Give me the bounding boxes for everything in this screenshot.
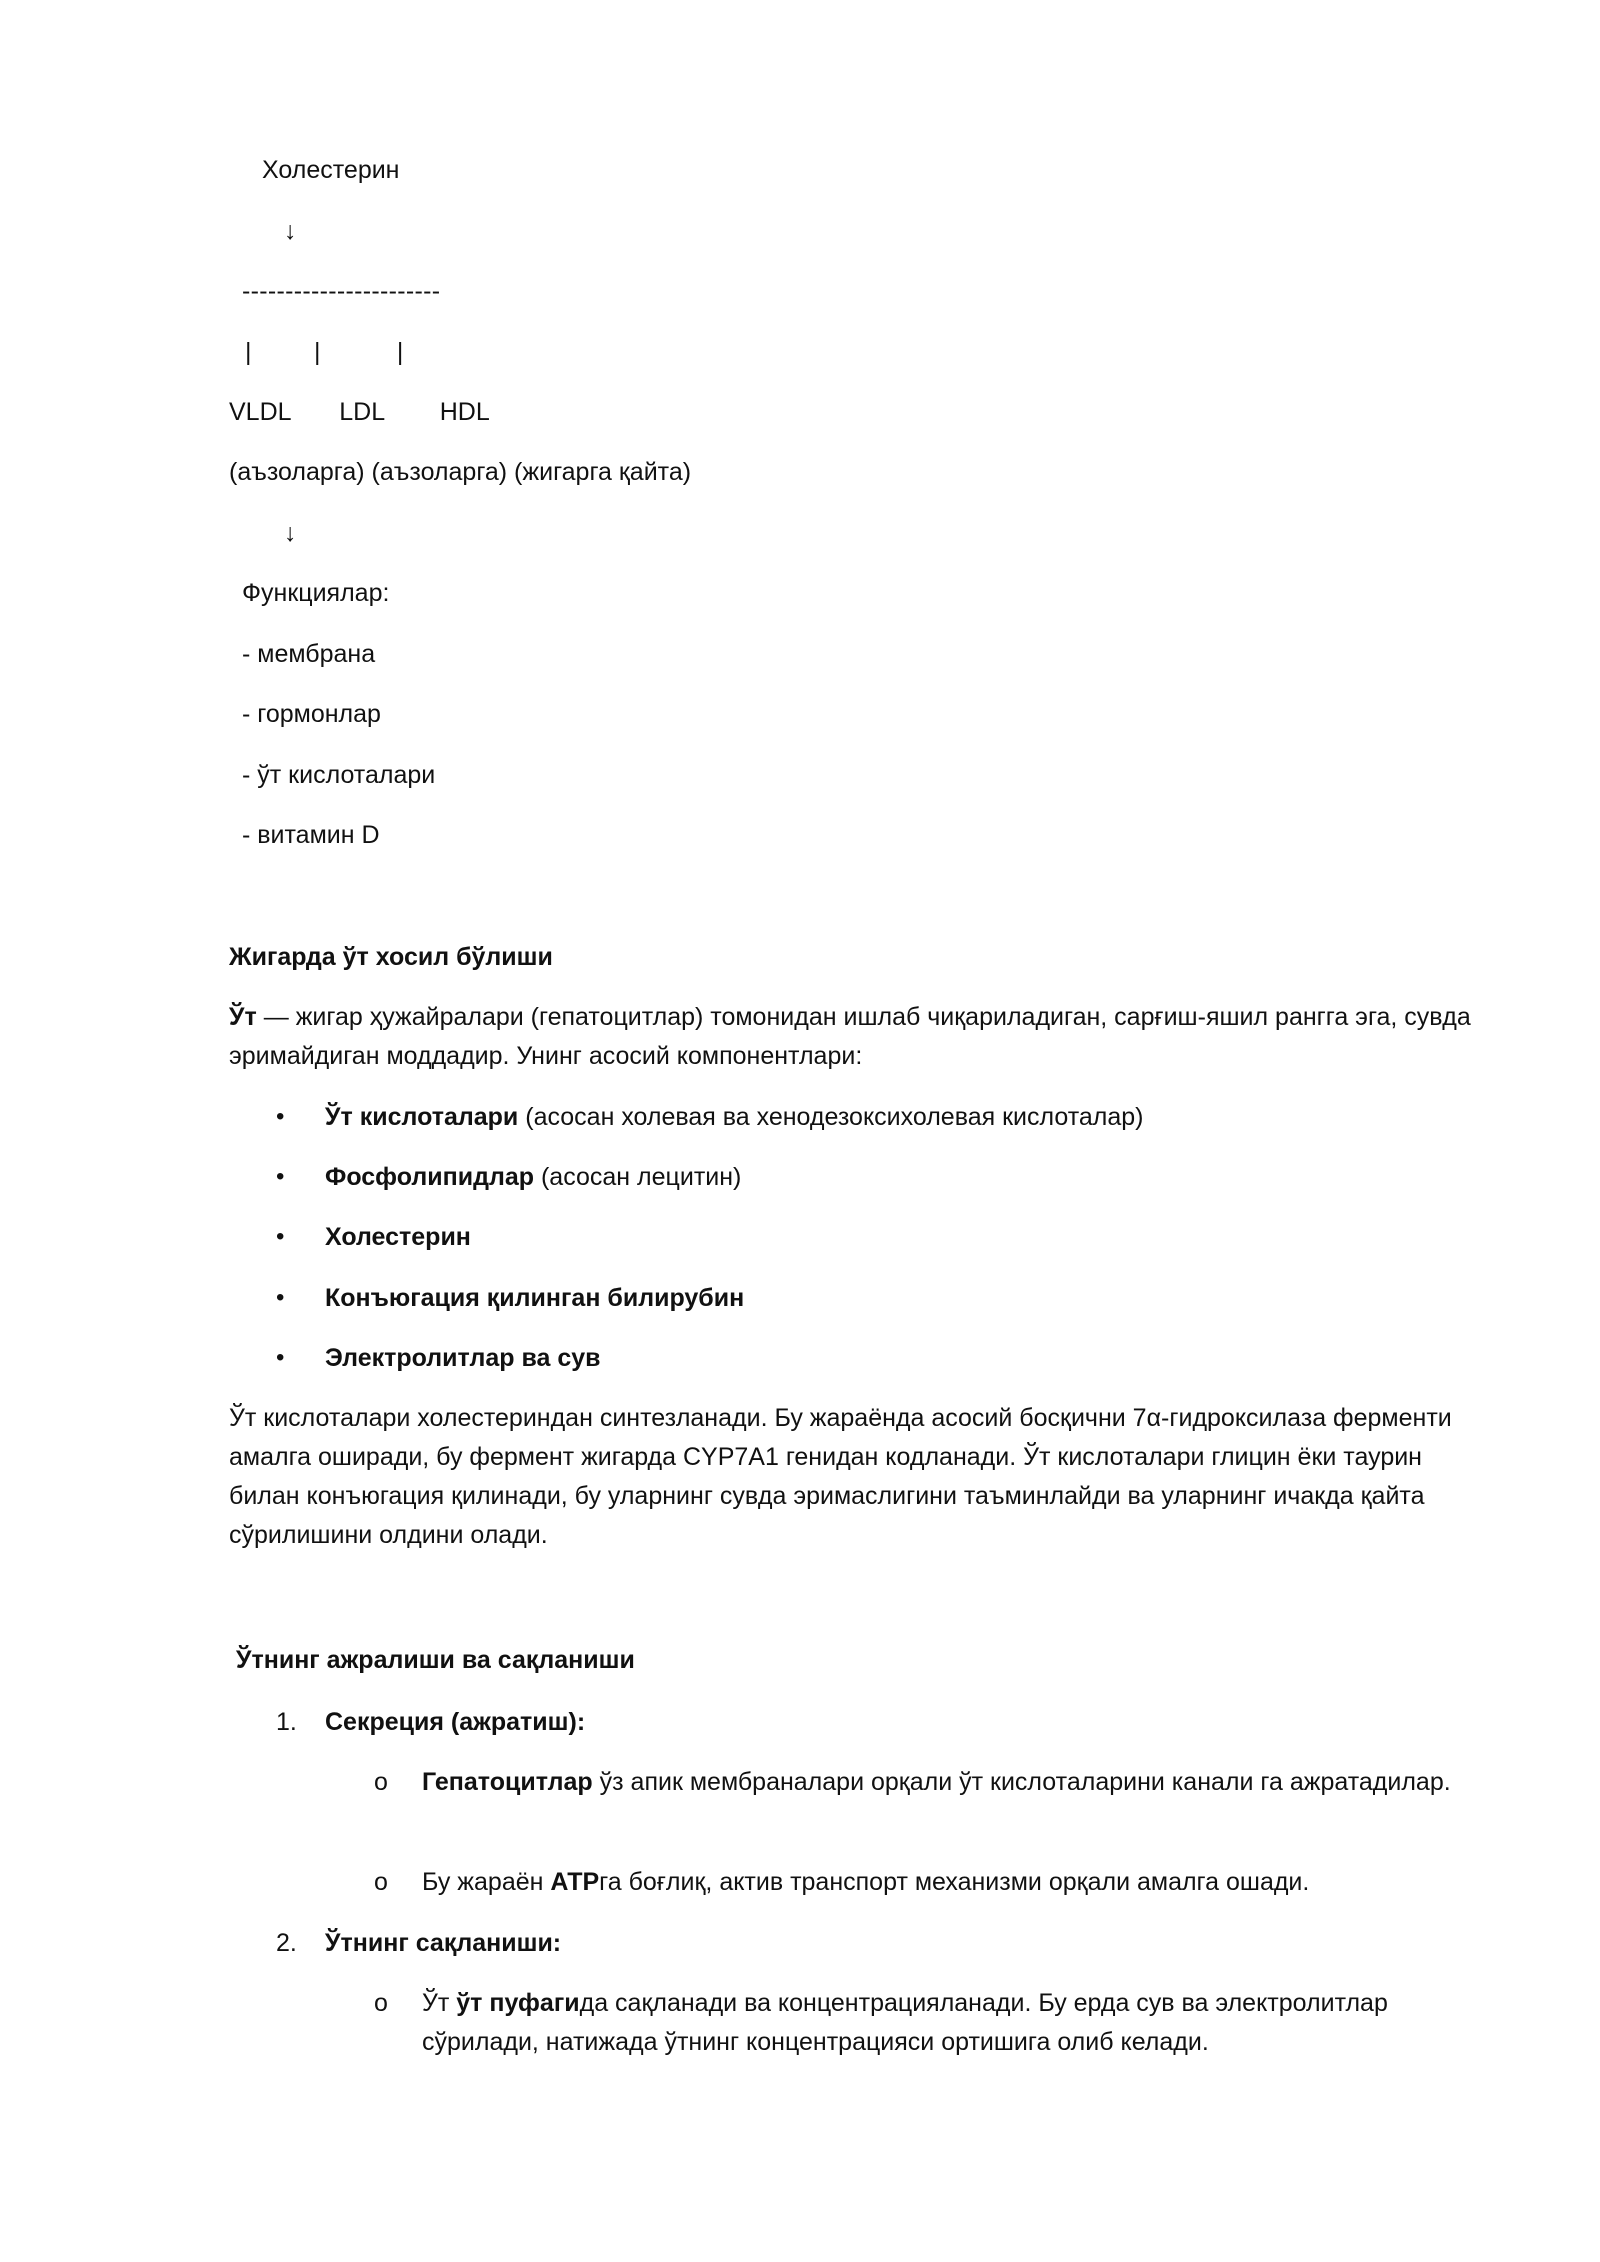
sub-list-item: Гепатоцитлар ўз апик мембраналари орқали ўт кислоталарини канали га ажратадилар. xyxy=(422,1768,1451,1796)
list-item: Конъюгация қилинган билирубин xyxy=(325,1284,745,1312)
down-arrow-icon: ↓ xyxy=(284,217,297,245)
list-item: Фосфолипидлар (асосан лецитин) xyxy=(325,1163,742,1191)
diagram-destinations: (аъзоларга) (аъзоларга) (жигарга қайта) xyxy=(229,458,692,486)
list-item: Холестерин xyxy=(325,1223,471,1251)
function-item: - мембрана xyxy=(242,640,376,668)
list-item-title: Ўтнинг сақланиши: xyxy=(325,1929,562,1957)
intro-text: — жигар ҳужайралари (гепатоцитлар) томонидан ишлаб чиқариладиган, сарғиш-яшил рангга эга, сувда эримайдиган моддадир. Унинг асосий компонентлари: xyxy=(229,1003,1471,1070)
functions-title: Функциялар: xyxy=(242,579,390,607)
intro-bold-term: Ўт xyxy=(229,1003,257,1031)
down-arrow-icon: ↓ xyxy=(284,519,297,547)
bullet-icon: • xyxy=(276,1163,285,1190)
bullet-icon: • xyxy=(276,1103,285,1130)
section-heading: Жигарда ўт хосил бўлиши xyxy=(229,943,553,971)
function-item: - гормонлар xyxy=(242,700,381,728)
sub-bullet-icon: o xyxy=(374,1989,388,2017)
diagram-lipoproteins: VLDL LDL HDL xyxy=(229,398,490,426)
list-number: 1. xyxy=(276,1708,297,1736)
synthesis-paragraph: Ўт кислоталари холестериндан синтезланади. Бу жараёнда асосий босқични 7α-гидроксилаза ферменти амалга оширади, бу фермент жигарда CYP7A1 генидан кодланади. Ўт кислоталари глицин ёки таурин билан конъюгация қилинади, бу уларнинг сувда эримаслигини таъминлайди ва уларнинг ичакда қайта сўрилишини олдини олади. xyxy=(229,1404,1452,1549)
list-item: Электролитлар ва сув xyxy=(325,1344,601,1372)
diagram-top-label: Холестерин xyxy=(262,156,400,184)
list-item: Ўт кислоталари (асосан холевая ва хенодезоксихолевая кислоталар) xyxy=(325,1103,1144,1131)
bullet-icon: • xyxy=(276,1344,285,1371)
bullet-icon: • xyxy=(276,1223,285,1250)
section-heading: Ўтнинг ажралиши ва сақланиши xyxy=(229,1646,635,1674)
intro-paragraph xyxy=(229,998,1489,1076)
list-item-title: Секреция (ажратиш): xyxy=(325,1708,586,1736)
sub-bullet-icon: o xyxy=(374,1768,388,1796)
diagram-branch-bars: | | | xyxy=(245,338,404,366)
function-item: - ўт кислоталари xyxy=(242,761,436,789)
list-number: 2. xyxy=(276,1929,297,1957)
sub-bullet-icon: o xyxy=(374,1868,388,1896)
sub-list-item: Ўт ўт пуфагида сақланади ва концентрацияланади. Бу ерда сув ва электролитлар сўрилади, натижада ўтнинг концентрацияси ортишига олиб келади. xyxy=(422,1989,1388,2056)
bullet-icon: • xyxy=(276,1284,285,1311)
function-item: - витамин D xyxy=(242,821,380,849)
diagram-dash-line: ----------------------- xyxy=(242,277,441,305)
sub-list-item: Бу жараён АТРга боғлиқ, актив транспорт механизми орқали амалга ошади. xyxy=(422,1868,1310,1896)
